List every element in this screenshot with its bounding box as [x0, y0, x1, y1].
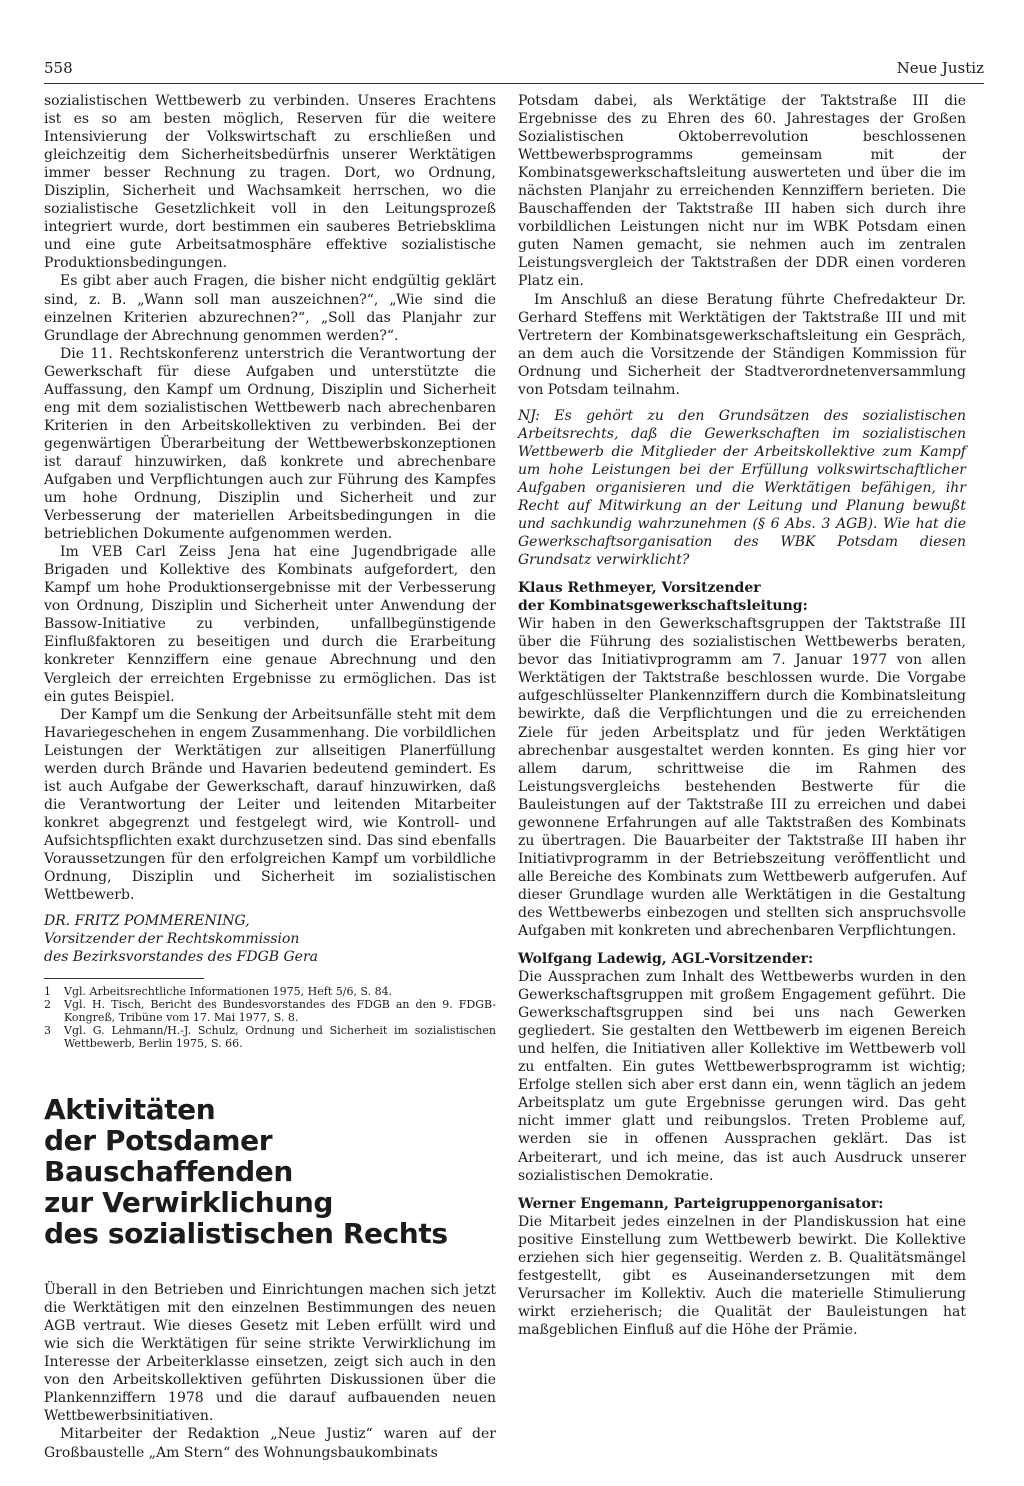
footnote [44, 1024, 496, 1050]
paragraph: sozialistischen Wettbewerb zu verbinden. Unseres Erachtens ist es so am besten möglich, Reserven für die weitere Intensivierung der Volkswirtschaft zu erschließen und gleichzeitig dem Sicherheitsbedürfnis unserer Werktätigen immer besser Rechnung zu tragen. Dort, wo Ordnung, Disziplin, Sicherheit und Wachsamkeit herrschen, wo die sozialistische Gesetzlichkeit voll in den Leitungsprozeß integriert wurde, dort bestimmen ein sauberes Betriebsklima und eine gute Arbeitsatmosphäre effektive sozialistische Produktionsbedingungen. [44, 93, 496, 272]
article-paragraph: Überall in den Betrieben und Einrichtungen machen sich jetzt die Werktätigen mit den einzelnen Bestimmungen des neuen AGB vertraut. Wie dieses Gesetz mit Leben erfüllt wird und wie sich die Werktätigen für seine strikte Verwirklichung im Interesse der Arbeiterklasse einsetzen, zeigt sich auch in den von den Arbeitskollektiven geführten Diskussionen über die Plankennziffern 1978 und die darauf aufbauenden neuen Wettbewerbsinitiativen. [44, 1282, 496, 1425]
author-signature [44, 912, 496, 966]
page-header [44, 55, 984, 84]
article-paragraph: Mitarbeiter der Redaktion „Neue Justiz“ waren auf der Großbaustelle „Am Stern“ des Wohnungsbaukombinats [44, 1426, 496, 1461]
speaker-name-line: Klaus Rethmeyer, Vorsitzender [518, 580, 761, 597]
footnote-text: Vgl. G. Lehmann/H.-J. Schulz, Ordnung und Sicherheit im sozialistischen Wettbewerb, Berlin 1975, S. 66. [64, 1024, 496, 1051]
headline-line: zur Verwirklichung [44, 1186, 334, 1220]
paragraph: Potsdam dabei, als Werktätige der Taktstraße III die Ergebnisse des zu Ehren des 60. Jahrestages der Großen Sozialistischen Oktoberrevolution beschlossenen Wettbewerbsprogramms gemeinsam mit der Kombinatsgewerkschaftsleitung auswerteten und über die im nächsten Planjahr zu erreichenden Kennziffern berieten. Die Bauschaffenden der Taktstraße III haben sich durch ihre vorbildlichen Leistungen nicht nur im WBK Potsdam einen guten Namen gemacht, sie nehmen auch im zentralen Leistungsvergleich der Taktstraßen der DDR einen vorderen Platz ein. [518, 93, 966, 290]
page-number: 558 [44, 59, 73, 77]
speaker-name [518, 1195, 966, 1213]
footnote-rule [44, 978, 204, 985]
footnote-number: 2 [44, 998, 51, 1012]
footnote-text: Vgl. Arbeitsrechtliche Informationen 1975, Heft 5/6, S. 84. [64, 985, 393, 999]
interview-question: NJ: Es gehört zu den Grundsätzen des sozialistischen Arbeitsrechts, daß die Gewerkschaften im sozialistischen Wettbewerb die Mitglieder der Arbeitskollektive zum Kampf um hohe Leistungen bei der Erfüllung volkswirtschaftlicher Aufgaben organisieren und die Werktätigen befähigen, ihr Recht auf Mitwirkung an der Leitung und Planung bewußt und sachkundig wahrzunehmen (§ 6 Abs. 3 AGB). Wie hat die Gewerkschaftsorganisation des WBK Potsdam diesen Grundsatz verwirklicht? [518, 407, 966, 569]
paragraph: Im Anschluß an diese Beratung führte Chefredakteur Dr. Gerhard Steffens mit Werktätigen der Taktstraße III und mit Vertretern der Kombinatsgewerkschaftsleitung ein Gespräch, an dem auch die Vorsitzende der Ständigen Kommission für Ordnung und Sicherheit der Stadtverordnetenversammlung von Potsdam teilnahm. [518, 291, 966, 398]
headline-line: Aktivitäten [44, 1093, 216, 1127]
paragraph: Die 11. Rechtskonferenz unterstrich die Verantwortung der Gewerkschaft für diese Aufgaben und unterstützte die Auffassung, den Kampf um Ordnung, Disziplin und Sicherheit eng mit dem sozialistischen Wettbewerb nach abrechenbaren Kriterien in den Arbeitskollektiven zu verbinden. Bei der gegenwärtigen Überarbeitung der Wettbewerbskonzeptionen ist darauf hinzuwirken, daß konkrete und abrechenbare Aufgaben und Verpflichtungen auch zur Führung des Kampfes um hohe Ordnung, Disziplin und Sicherheit und zur Verbesserung der materiellen Arbeitsbedingungen in die betrieblichen Dokumente aufgenommen werden. [44, 345, 496, 543]
right-column [518, 92, 966, 1339]
paragraph: Im VEB Carl Zeiss Jena hat eine Jugendbrigade alle Brigaden und Kollektive des Kombinats aufgefordert, den Kampf um hohe Produktionsergebnisse mit der Verbesserung von Ordnung, Disziplin und Sicherheit unter Anwendung der Bassow-Initiative zu verbinden, unfallbegünstigende Einflußfaktoren zu beseitigen und durch die Erarbeitung konkreter Kennziffern eine genaue Abrechnung und den Vergleich der erreichten Ergebnisse zu ermöglichen. Das ist ein gutes Beispiel. [44, 544, 496, 705]
author-name: DR. FRITZ POMMERENING, [44, 913, 250, 930]
speaker-answer: Die Mitarbeit jedes einzelnen in der Plandiskussion hat eine positive Einstellung zum Wettbewerb bewirkt. Die Kollektive erziehen sich hier gegenseitig. Werden z. B. Qualitätsmängel festgestellt, gibt es Auseinandersetzungen mit dem Verursacher im Kollektiv. Auch die materielle Stimulierung wirkt erzieherisch; die Qualität der Bauleistungen hat maßgeblichen Einfluß auf die Höhe der Prämie. [518, 1213, 966, 1338]
speaker-answer: Die Aussprachen zum Inhalt des Wettbewerbs wurden in den Gewerkschaftsgruppen mit großem Engagement geführt. Die Gewerkschaftsgruppen sind bei uns nach Gewerken gegliedert. Sie gestalten den Wettbewerb im eigenen Bereich und helfen, die Initiativen aller Kollektive im Wettbewerb voll zu entfalten. Ein gutes Wettbewerbsprogramm ist wichtig; Erfolge stellen sich aber erst dann ein, wenn täglich an jedem Arbeitsplatz um gute Ergebnisse gerungen wird. Das geht nicht immer glatt und reibungslos. Treten Probleme auf, werden sie in offenen Aussprachen geklärt. Das ist Arbeiterart, und ich meine, das ist auch Ausdruck unserer sozialistischen Demokratie. [518, 969, 966, 1184]
article-headline [44, 1094, 496, 1249]
speaker-answer: Wir haben in den Gewerkschaftsgruppen der Taktstraße III über die Führung des sozialistischen Wettbewerbs beraten, bevor das Initiativprogramm am 7. Januar 1977 von allen Werktätigen der Taktstraße beschlossen wurde. Die Vorgabe aufgeschlüsselter Plankennziffern durch die Kombinatsleitung bewirkte, daß die Verpflichtungen und die zu erreichenden Ziele für jeden Arbeitsplatz und für jeden Werktätigen abrechenbar ausgestaltet werden konnten. Es ging hier vor allem darum, schrittweise die im Rahmen des Leistungsvergleichs bestehenden Bestwerte für die Bauleistungen auf der Taktstraße III zu erreichen und dabei gewonnene Erfahrungen auf alle Taktstraßen des Kombinats zu übertragen. Die Bauarbeiter der Taktstraße III haben ihr Initiativprogramm in der Betriebszeitung veröffentlicht und alle Bereiche des Kombinats zum Wettbewerb aufgerufen. Auf dieser Grundlage wurden alle Werktätigen in die Gestaltung des Wettbewerbs einbezogen und stellten sich anspruchsvolle Aufgaben mit konkreten und abrechenbaren Verpflichtungen. [518, 616, 966, 940]
footnote-number: 3 [44, 1024, 51, 1038]
left-column [44, 92, 496, 1462]
speaker-name-line: Werner Engemann, Parteigruppenorganisator: [518, 1195, 884, 1212]
speaker-name [518, 579, 966, 615]
footnote [44, 985, 496, 998]
footnotes [44, 985, 496, 1050]
footnote-text: Vgl. H. Tisch, Bericht des Bundesvorstandes des FDGB an den 9. FDGB-Kongreß, Tribüne vom 17. Mai 1977, S. 8. [64, 998, 496, 1025]
footnote [44, 998, 496, 1024]
journal-name: Neue Justiz [896, 59, 984, 77]
speaker-name [518, 950, 966, 968]
headline-line: des sozialistischen Rechts [44, 1217, 448, 1251]
headline-line: der Potsdamer Bauschaffenden [44, 1124, 293, 1189]
speaker-name-line: der Kombinatsgewerkschaftsleitung: [518, 598, 808, 615]
author-role: des Bezirksvorstandes des FDGB Gera [44, 949, 319, 966]
paragraph: Es gibt aber auch Fragen, die bisher nicht endgültig geklärt sind, z. B. „Wann soll man auszeichnen?“, „Wie sind die einzelnen Kriterien abzurechnen?“, „Soll das Planjahr zur Grundlage der Abrechnung genommen werden?“. [44, 273, 496, 344]
paragraph: Der Kampf um die Senkung der Arbeitsunfälle steht mit dem Havariegeschehen in engem Zusammenhang. Die vorbildlichen Leistungen der Werktätigen zur allseitigen Planerfüllung werden durch Brände und Havarien bedeutend gemindert. Es ist auch Aufgabe der Gewerkschaft, darauf hinzuwirken, daß die Verantwortung der Leiter und leitenden Mitarbeiter konkret abgegrenzt und festgelegt wird, wie Kontroll- und Aufsichtspflichten exakt durchzusetzen sind. Das sind ebenfalls Voraussetzungen für den erfolgreichen Kampf um vorbildliche Ordnung, Disziplin und Sicherheit im sozialistischen Wettbewerb. [44, 706, 496, 904]
speaker-name-line: Wolfgang Ladewig, AGL-Vorsitzender: [518, 951, 814, 968]
author-role: Vorsitzender der Rechtskommission [44, 931, 300, 948]
footnote-number: 1 [44, 985, 51, 999]
